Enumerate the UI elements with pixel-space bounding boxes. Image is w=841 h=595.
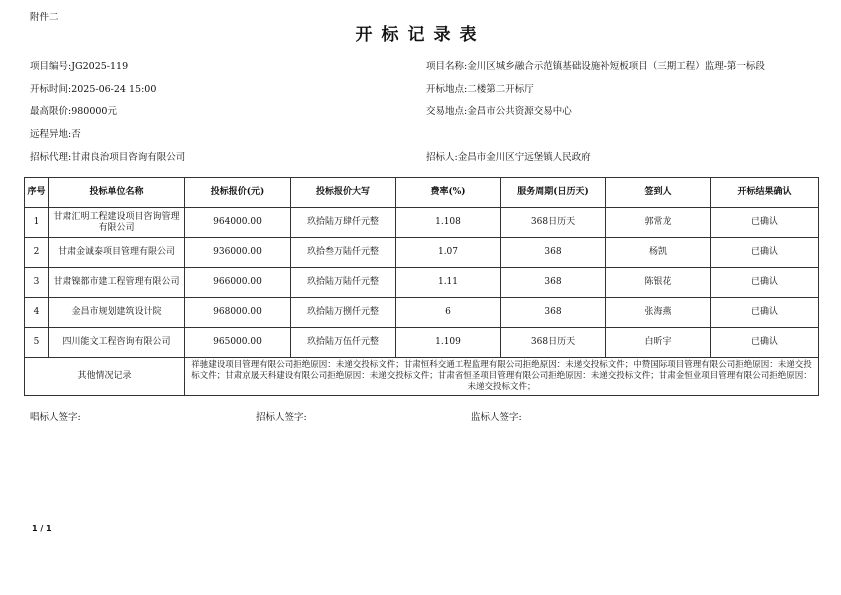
cell-price: 965000.00 (185, 328, 291, 358)
cell-rate: 1.07 (396, 238, 501, 268)
project-name-label: 项目名称: (426, 61, 468, 72)
open-time-label: 开标时间: (30, 84, 72, 95)
cell-price-cn: 玖拾陆万捌仟元整 (291, 298, 396, 328)
cell-no: 3 (25, 268, 49, 298)
project-no-label: 项目编号: (30, 61, 72, 72)
open-place-label: 开标地点: (426, 84, 468, 95)
cell-signer: 杨凯 (606, 238, 711, 268)
cell-period: 368 (501, 268, 606, 298)
other-record-label: 其他情况记录 (25, 358, 185, 396)
table-row (25, 238, 819, 268)
cell-confirm: 已确认 (711, 298, 819, 328)
header-price-cn: 投标报价大写 (291, 178, 396, 208)
cell-name: 甘肃汇明工程建设项目咨询管理有限公司 (49, 208, 185, 238)
agent-label: 招标代理: (30, 152, 72, 163)
tenderer (426, 149, 591, 163)
cell-rate: 1.109 (396, 328, 501, 358)
cell-name: 金昌市规划建筑设计院 (49, 298, 185, 328)
tenderer-label: 招标人: (426, 152, 458, 163)
cell-price-cn: 玖拾陆万伍仟元整 (291, 328, 396, 358)
attachment-label: 附件二 (30, 12, 59, 23)
cell-period: 368 (501, 298, 606, 328)
project-name (426, 58, 765, 72)
trade-place (426, 103, 572, 117)
max-price (30, 103, 117, 117)
cell-period: 368 (501, 238, 606, 268)
max-price-label: 最高限价: (30, 106, 72, 117)
page-title: 开标记录表 (355, 25, 486, 45)
header-price: 投标报价(元) (185, 178, 291, 208)
cell-period: 368日历天 (501, 328, 606, 358)
cell-no: 2 (25, 238, 49, 268)
cell-name: 四川能文工程咨询有限公司 (49, 328, 185, 358)
other-record-text: 祥驰建设项目管理有限公司拒绝原因：未递交投标文件；甘肃恒科交通工程监理有限公司拒绝原因：未递交投标文件；中赞国际项目管理有限公司拒绝原因：未递交投标文件；甘肃京晟天科建设有限公司拒绝原因：未递交投标文件；甘肃省恒圣项目管理有限公司拒绝原因：未递交投标文件；甘肃金恒业项目管理有限公司拒绝原因：未递交投标文件； (185, 358, 819, 396)
remote-value: 否 (71, 129, 81, 140)
cell-no: 4 (25, 298, 49, 328)
cell-rate: 1.108 (396, 208, 501, 238)
cell-name: 甘肃镍都市建工程管理有限公司 (49, 268, 185, 298)
other-record-row (25, 358, 819, 396)
cell-name: 甘肃金诚泰项目管理有限公司 (49, 238, 185, 268)
cell-signer: 张海燕 (606, 298, 711, 328)
table-row (25, 268, 819, 298)
cell-price-cn: 玖拾陆万陆仟元整 (291, 268, 396, 298)
cell-signer: 郭常龙 (606, 208, 711, 238)
header-period: 服务周期(日历天) (501, 178, 606, 208)
open-time-value: 2025-06-24 15:00 (71, 84, 157, 95)
tenderer-signature: 招标人签字: (256, 412, 307, 423)
header-no: 序号 (25, 178, 49, 208)
page-number: 1 / 1 (32, 524, 52, 533)
cell-signer: 白昕宇 (606, 328, 711, 358)
max-price-value: 980000元 (71, 106, 117, 117)
cell-confirm: 已确认 (711, 328, 819, 358)
cell-rate: 6 (396, 298, 501, 328)
announcer-signature: 唱标人签字: (30, 412, 81, 423)
supervisor-signature: 监标人签字: (471, 412, 522, 423)
header-rate: 费率(%) (396, 178, 501, 208)
cell-confirm: 已确认 (711, 268, 819, 298)
bid-record-table (24, 177, 819, 396)
trade-place-value: 金昌市公共资源交易中心 (467, 106, 572, 117)
open-place-value: 二楼第二开标厅 (467, 84, 534, 95)
cell-period: 368日历天 (501, 208, 606, 238)
cell-confirm: 已确认 (711, 208, 819, 238)
project-no (30, 58, 128, 72)
agent-value: 甘肃良治项目咨询有限公司 (71, 152, 186, 163)
remote (30, 126, 81, 140)
table-header-row (25, 178, 819, 208)
cell-no: 5 (25, 328, 49, 358)
agent (30, 149, 185, 163)
cell-price: 968000.00 (185, 298, 291, 328)
cell-price: 966000.00 (185, 268, 291, 298)
header-confirm: 开标结果确认 (711, 178, 819, 208)
header-name: 投标单位名称 (49, 178, 185, 208)
open-time (30, 81, 156, 95)
cell-price-cn: 玖拾陆万肆仟元整 (291, 208, 396, 238)
open-place (426, 81, 534, 95)
project-name-value: 金川区城乡融合示范镇基础设施补短板项目（三期工程）监理-第一标段 (467, 61, 765, 72)
table-row (25, 208, 819, 238)
cell-rate: 1.11 (396, 268, 501, 298)
table-row (25, 328, 819, 358)
tenderer-value: 金昌市金川区宁远堡镇人民政府 (457, 152, 591, 163)
cell-signer: 陈银花 (606, 268, 711, 298)
project-no-value: JG2025-119 (71, 61, 129, 72)
header-signer: 签到人 (606, 178, 711, 208)
cell-price: 964000.00 (185, 208, 291, 238)
table-row (25, 298, 819, 328)
cell-price-cn: 玖拾叁万陆仟元整 (291, 238, 396, 268)
cell-price: 936000.00 (185, 238, 291, 268)
cell-no: 1 (25, 208, 49, 238)
trade-place-label: 交易地点: (426, 106, 468, 117)
cell-confirm: 已确认 (711, 238, 819, 268)
remote-label: 远程异地: (30, 129, 72, 140)
